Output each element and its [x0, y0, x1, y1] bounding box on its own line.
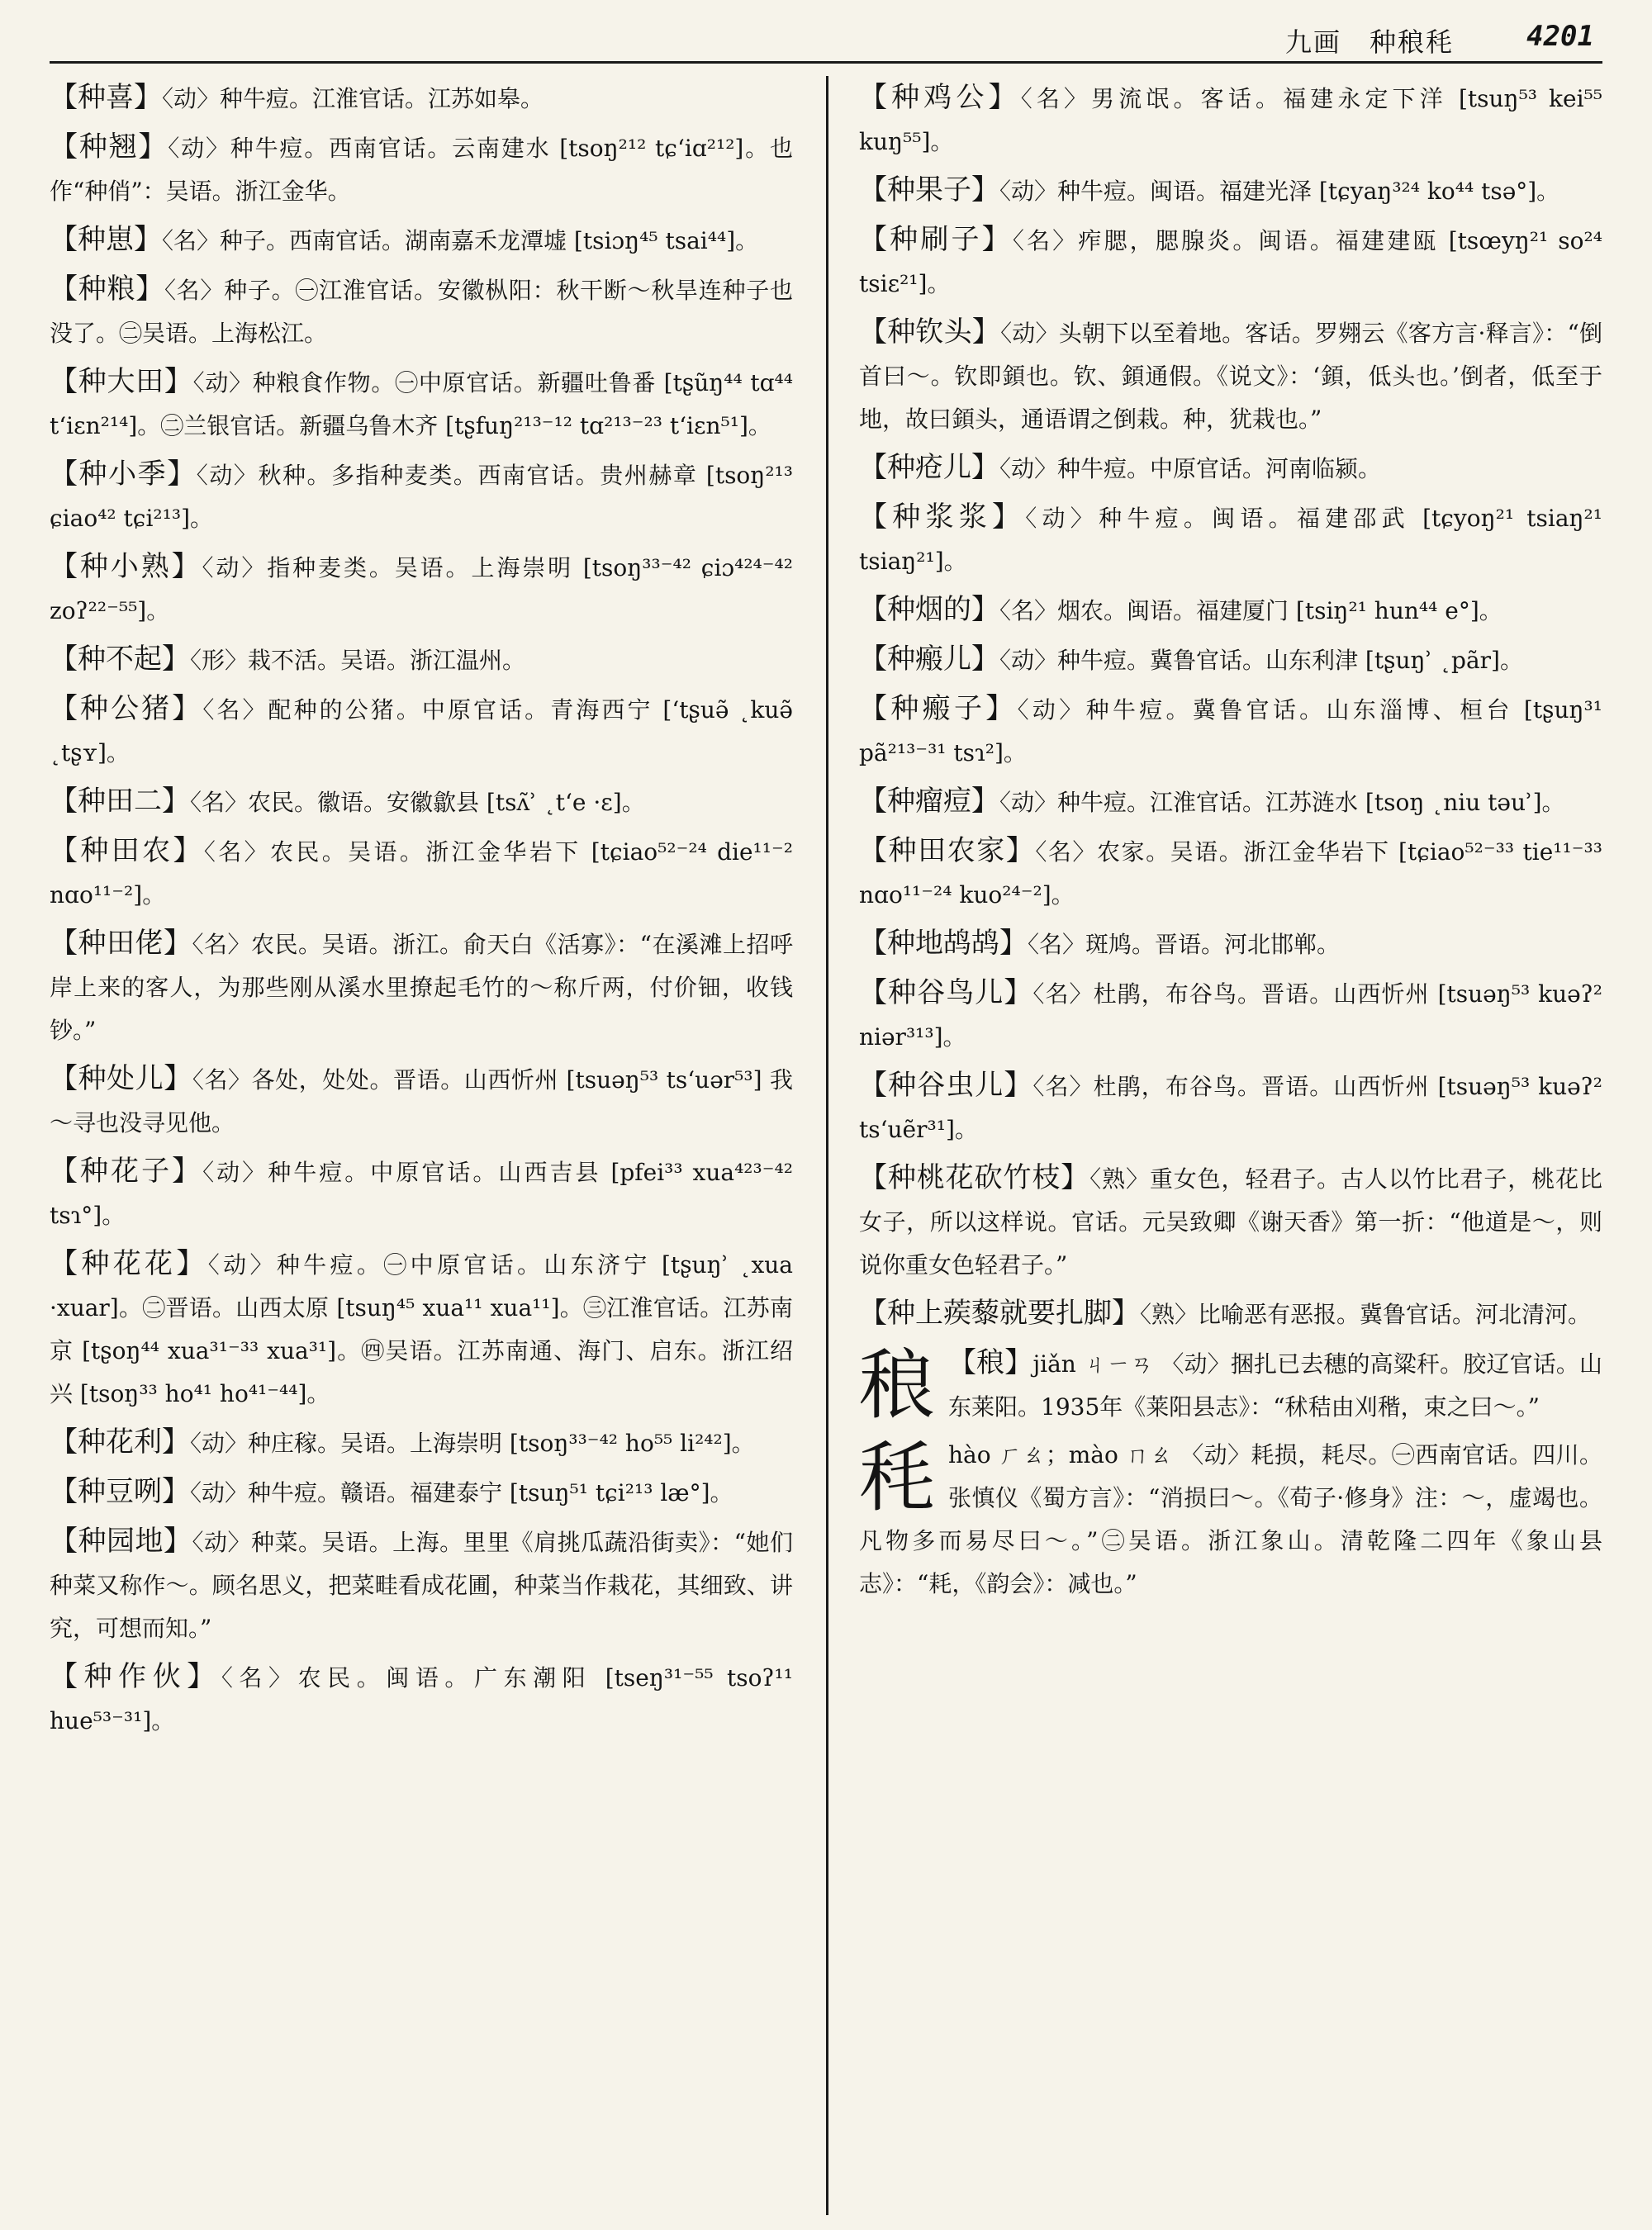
headword: 【种瘢子】 — [859, 692, 1018, 725]
part-of-speech: 〈动〉 — [162, 85, 221, 112]
part-of-speech: 〈熟〉 — [1140, 1301, 1199, 1328]
dictionary-entry — [50, 545, 793, 633]
part-of-speech: 〈名〉 — [162, 227, 221, 254]
definition: 种菜。吴语。上海。里里《肩挑瓜蔬沿街卖》：“她们种菜又称作～。顾名思义，把菜畦看成花圃，种菜当作栽花，其细致、讲究，可想而知。” — [50, 1529, 793, 1642]
part-of-speech: 〈动〉 — [1000, 320, 1059, 347]
left-column — [50, 76, 793, 2215]
definition: 种粮食作物。㊀中原官话。新疆吐鲁番 [tʂũŋ⁴⁴ tɑ⁴⁴ tʻiɛn²¹⁴]。㊁兰银官话。新疆乌鲁木齐 [tʂfuŋ²¹³⁻¹² tɑ²¹³⁻²³ tʻiɛn⁵¹]。 — [50, 369, 793, 439]
headword: 【种钦头】 — [859, 316, 1001, 349]
dictionary-entry — [50, 1421, 793, 1465]
dictionary-entry — [50, 638, 793, 682]
dictionary-entry — [859, 446, 1602, 491]
part-of-speech: 〈动〉 — [192, 369, 253, 396]
headword: 【种花花】 — [50, 1247, 208, 1280]
dictionary-entry — [859, 922, 1602, 966]
definition: 男流氓。客话。福建永定下洋 [tsuŋ⁵³ kei⁵⁵ kuŋ⁵⁵]。 — [859, 85, 1602, 155]
headword: 【种上蒺藜就要扎脚】 — [859, 1297, 1140, 1330]
dictionary-entry — [859, 971, 1602, 1059]
character-entry — [859, 1341, 1602, 1429]
part-of-speech: 〈动〉 — [1025, 505, 1099, 532]
part-of-speech: 〈名〉 — [192, 1066, 252, 1094]
part-of-speech: 〈名〉 — [202, 696, 268, 724]
definition: 农民。闽语。广东潮阳 [tseŋ³¹⁻⁵⁵ tsoʔ¹¹ hue⁵³⁻³¹]。 — [50, 1664, 793, 1734]
part-of-speech: 〈动〉 — [207, 1251, 277, 1279]
right-column — [859, 76, 1602, 2215]
part-of-speech: 〈名〉 — [1028, 931, 1086, 958]
definition: 种庄稼。吴语。上海崇明 [tsoŋ³³⁻⁴² ho⁵⁵ li²⁴²]。 — [248, 1430, 755, 1457]
part-of-speech: 〈动〉 — [999, 455, 1058, 482]
part-of-speech: 〈动〉 — [1017, 696, 1086, 724]
headword: 【种田佬】 — [50, 927, 192, 960]
definition: 种牛痘。江淮官话。江苏如皋。 — [220, 85, 544, 112]
part-of-speech: 〈名〉 — [1032, 1073, 1094, 1100]
part-of-speech: 〈名〉 — [1032, 980, 1094, 1008]
definition: 重女色，轻君子。古人以竹比君子，桃花比女子，所以这样说。官话。元吴致卿《谢天香》第一折：“他道是～，则说你重女色轻君子。” — [859, 1165, 1602, 1279]
dictionary-entry — [50, 1655, 793, 1743]
headword: 【种瘢儿】 — [859, 643, 999, 676]
section-title: 九画 种稂秏 — [1284, 26, 1454, 58]
part-of-speech: 〈名〉 — [192, 931, 252, 958]
definition: 种牛痘。冀鲁官话。山东利津 [tʂuŋʾ ˛pãr]。 — [1057, 647, 1523, 674]
part-of-speech: 〈动〉 — [168, 135, 230, 162]
definition: jiǎn ㄐㄧㄢ 〈动〉捆扎已去穗的高粱秆。胶辽官话。山东莱阳。1935年《莱阳县志》：“秫秸由刈稭，束之曰～。” — [948, 1350, 1602, 1421]
part-of-speech: 〈动〉 — [196, 462, 259, 489]
dictionary-entry — [50, 453, 793, 540]
definition: 杜鹃，布谷鸟。晋语。山西忻州 [tsuəŋ⁵³ kuəʔ² tsʻuẽr³¹]。 — [859, 1073, 1602, 1143]
definition: 农民。吴语。浙江。俞天白《活寡》：“在溪滩上招呼岸上来的客人，为那些刚从溪水里撩起毛竹的～称斤两，付价钿，收钱钞。” — [50, 931, 793, 1044]
dictionary-entry — [859, 76, 1602, 164]
part-of-speech: 〈动〉 — [192, 1529, 252, 1556]
headword: 【种地鸪鸪】 — [859, 927, 1028, 960]
headword: 【种桃花砍竹枝】 — [859, 1161, 1090, 1194]
definition: 农民。徽语。安徽歙县 [tsʌ̃ʾ ˛tʻe ·ɛ]。 — [248, 789, 645, 816]
definition: hào ㄏㄠ；mào ㄇㄠ 〈动〉耗损，耗尽。㊀西南官话。四川。张慎仪《蜀方言》：“消损曰～。《荀子·修身》注：～，虚竭也。凡物多而易尽曰～。”㊁吴语。浙江象山。清乾隆二四年《象山县志》：“耗，《韵会》：减也。” — [859, 1441, 1602, 1597]
part-of-speech: 〈动〉 — [999, 178, 1058, 205]
part-of-speech: 〈名〉 — [1012, 227, 1079, 254]
column-divider — [826, 76, 828, 2215]
definition: 农家。吴语。浙江金华岩下 [tɕiao⁵²⁻³³ tie¹¹⁻³³ nɑo¹¹⁻²⁴ kuo²⁴⁻²]。 — [859, 838, 1602, 909]
definition: 种牛痘。闽语。福建邵武 [tɕyoŋ²¹ tsiaŋ²¹ tsiaŋ²¹]。 — [859, 505, 1602, 575]
definition: 烟农。闽语。福建厦门 [tsiŋ²¹ hun⁴⁴ e°]。 — [1057, 597, 1502, 624]
definition: 栽不活。吴语。浙江温州。 — [248, 647, 526, 674]
dictionary-entry — [50, 126, 793, 213]
headword: 【种处儿】 — [50, 1062, 192, 1095]
dictionary-entry — [50, 218, 793, 263]
headword: 【种田农】 — [50, 834, 204, 867]
part-of-speech: 〈动〉 — [999, 789, 1058, 816]
character-entry — [859, 1434, 1602, 1606]
part-of-speech: 〈动〉 — [190, 1430, 249, 1457]
headword: 【种豆咧】 — [50, 1475, 190, 1508]
definition: 种牛痘。西南官话。云南建水 [tsoŋ²¹² tɕʻiɑ²¹²]。也作“种俏”：吴语。浙江金华。 — [50, 135, 793, 205]
part-of-speech: 〈熟〉 — [1089, 1165, 1150, 1193]
definition: 种子。西南官话。湖南嘉禾龙潭墟 [tsiɔŋ⁴⁵ tsai⁴⁴]。 — [220, 227, 759, 254]
definition: 种牛痘。冀鲁官话。山东淄博、桓台 [tʂuŋ³¹ pã²¹³⁻³¹ tsɿ²]。 — [859, 696, 1602, 766]
part-of-speech: 〈名〉 — [203, 838, 270, 866]
dictionary-entry — [859, 687, 1602, 775]
definition: 各处，处处。晋语。山西忻州 [tsuəŋ⁵³ tsʻuər⁵³] 我～寻也没寻见他。 — [50, 1066, 793, 1136]
definition: 指种麦类。吴语。上海崇明 [tsoŋ³³⁻⁴² ɕiɔ⁴²⁴⁻⁴² zoʔ²²⁻⁵⁵]。 — [50, 554, 793, 624]
dictionary-entry — [859, 1156, 1602, 1287]
head-character: 稂 — [859, 1341, 936, 1430]
headword: 【种粮】 — [50, 273, 164, 306]
headword: 【种疮儿】 — [859, 451, 999, 484]
part-of-speech: 〈形〉 — [190, 647, 249, 674]
headword: 【种谷鸟儿】 — [859, 976, 1033, 1009]
part-of-speech: 〈动〉 — [190, 1479, 249, 1506]
dictionary-entry — [50, 1242, 793, 1416]
definition: 杜鹃，布谷鸟。晋语。山西忻州 [tsuəŋ⁵³ kuəʔ² niər³¹³]。 — [859, 980, 1602, 1051]
headword: 【种公猪】 — [50, 692, 203, 725]
headword: 【种小熟】 — [50, 550, 202, 583]
definition: 种子。㊀江淮官话。安徽枞阳：秋干断～秋旱连种子也没了。㊁吴语。上海松江。 — [50, 277, 793, 347]
headword: 【种小季】 — [50, 458, 197, 491]
dictionary-entry — [859, 168, 1602, 213]
dictionary-entry — [50, 687, 793, 775]
dictionary-entry — [50, 268, 793, 355]
headword: 【种翘】 — [50, 130, 169, 164]
part-of-speech: 〈动〉 — [202, 1159, 268, 1186]
definition: 斑鸠。晋语。河北邯郸。 — [1085, 931, 1341, 958]
headword: 【种花利】 — [50, 1426, 190, 1459]
headword: 【种花子】 — [50, 1155, 203, 1188]
dictionary-entry — [50, 1520, 793, 1650]
part-of-speech: 〈名〉 — [164, 277, 225, 304]
page-number: 4201 — [1526, 20, 1594, 53]
dictionary-entry — [859, 588, 1602, 633]
dictionary-entry — [859, 1064, 1602, 1151]
headword: 【种刷子】 — [859, 223, 1013, 256]
part-of-speech: 〈名〉 — [1020, 85, 1092, 112]
part-of-speech: 〈动〉 — [202, 554, 268, 581]
headword: 【种不起】 — [50, 643, 190, 676]
dictionary-entry — [50, 922, 793, 1052]
definition: 秋种。多指种麦类。西南官话。贵州赫章 [tsoŋ²¹³ ɕiao⁴² tɕi²¹³]。 — [50, 462, 793, 532]
definition: 农民。吴语。浙江金华岩下 [tɕiao⁵²⁻²⁴ die¹¹⁻² nɑo¹¹⁻²]。 — [50, 838, 793, 909]
headword: 【种田二】 — [50, 785, 190, 818]
definition: 种牛痘。闽语。福建光泽 [tɕyaŋ³²⁴ ko⁴⁴ tsə°]。 — [1057, 178, 1560, 205]
dictionary-entry — [50, 1150, 793, 1237]
dictionary-entry — [859, 311, 1602, 441]
headword: 【种大田】 — [50, 365, 193, 398]
headword: 【种果子】 — [859, 173, 999, 206]
definition: 比喻恶有恶报。冀鲁官话。河北清河。 — [1198, 1301, 1592, 1328]
dictionary-entry — [859, 218, 1602, 306]
headword: 【种田农家】 — [859, 834, 1036, 867]
dictionary-entry — [50, 76, 793, 121]
headword: 【种鸡公】 — [859, 81, 1021, 114]
definition: 痄腮，腮腺炎。闽语。福建建瓯 [tsœyŋ²¹ so²⁴ tsiɛ²¹]。 — [859, 227, 1602, 297]
part-of-speech: 〈动〉 — [999, 647, 1058, 674]
definition: 种牛痘。赣语。福建泰宁 [tsuŋ⁵¹ tɕi²¹³ læ°]。 — [248, 1479, 733, 1506]
dictionary-entry — [50, 780, 793, 824]
part-of-speech: 〈名〉 — [221, 1664, 298, 1691]
definition: 种牛痘。中原官话。山西吉县 [pfei³³ xua⁴²³⁻⁴² tsɿ°]。 — [50, 1159, 793, 1229]
dictionary-entry — [859, 780, 1602, 824]
headword: 【种谷虫儿】 — [859, 1069, 1033, 1102]
headword: 【种喜】 — [50, 81, 162, 114]
dictionary-entry — [50, 829, 793, 917]
headword: 【种园地】 — [50, 1525, 192, 1558]
part-of-speech: 〈名〉 — [190, 789, 249, 816]
dictionary-entry — [50, 360, 793, 448]
headword: 【种浆浆】 — [859, 501, 1026, 534]
headword: 【种瘤痘】 — [859, 785, 999, 818]
part-of-speech: 〈名〉 — [999, 597, 1058, 624]
definition: 种牛痘。江淮官话。江苏涟水 [tsoŋ ˛niu təuʾ]。 — [1057, 789, 1565, 816]
dictionary-entry — [859, 496, 1602, 583]
definition: 种牛痘。㊀中原官话。山东济宁 [tʂuŋʾ ˛xua ·xuar]。㊁晋语。山西太原 [tsuŋ⁴⁵ xua¹¹ xua¹¹]。㊂江淮官话。江苏南京 [tʂoŋ⁴⁴ xua³¹⁻³³ xua³¹]。㊃吴语。江苏南通、海门、启东。浙江绍兴 [tsoŋ³³ ho⁴¹ ho⁴¹⁻⁴⁴]。 — [50, 1251, 793, 1407]
dictionary-entry — [859, 638, 1602, 682]
headword: 【种作伙】 — [50, 1660, 221, 1693]
page-header — [50, 15, 1602, 64]
definition: 配种的公猪。中原官话。青海西宁 [ʻtʂuə̃ ˛kuə̃ ˛tʂʏ]。 — [50, 696, 793, 766]
dictionary-entry — [859, 829, 1602, 917]
definition: 种牛痘。中原官话。河南临颍。 — [1057, 455, 1382, 482]
part-of-speech: 〈名〉 — [1035, 838, 1097, 866]
dictionary-entry — [859, 1292, 1602, 1336]
dictionary-entry — [50, 1470, 793, 1515]
headword: 【稂】 — [948, 1346, 1033, 1379]
headword: 【种崽】 — [50, 223, 162, 256]
definition: 头朝下以至着地。客话。罗翙云《客方言·释言》：“倒首曰～。钦即顉也。钦、顉通假。《说文》：‘顉，低头也。’倒者，低至于地，故曰顉头，通语谓之倒栽。种，犹栽也。” — [859, 320, 1602, 433]
head-character: 秏 — [859, 1434, 936, 1522]
dictionary-entry — [50, 1057, 793, 1145]
headword: 【种烟的】 — [859, 593, 999, 626]
